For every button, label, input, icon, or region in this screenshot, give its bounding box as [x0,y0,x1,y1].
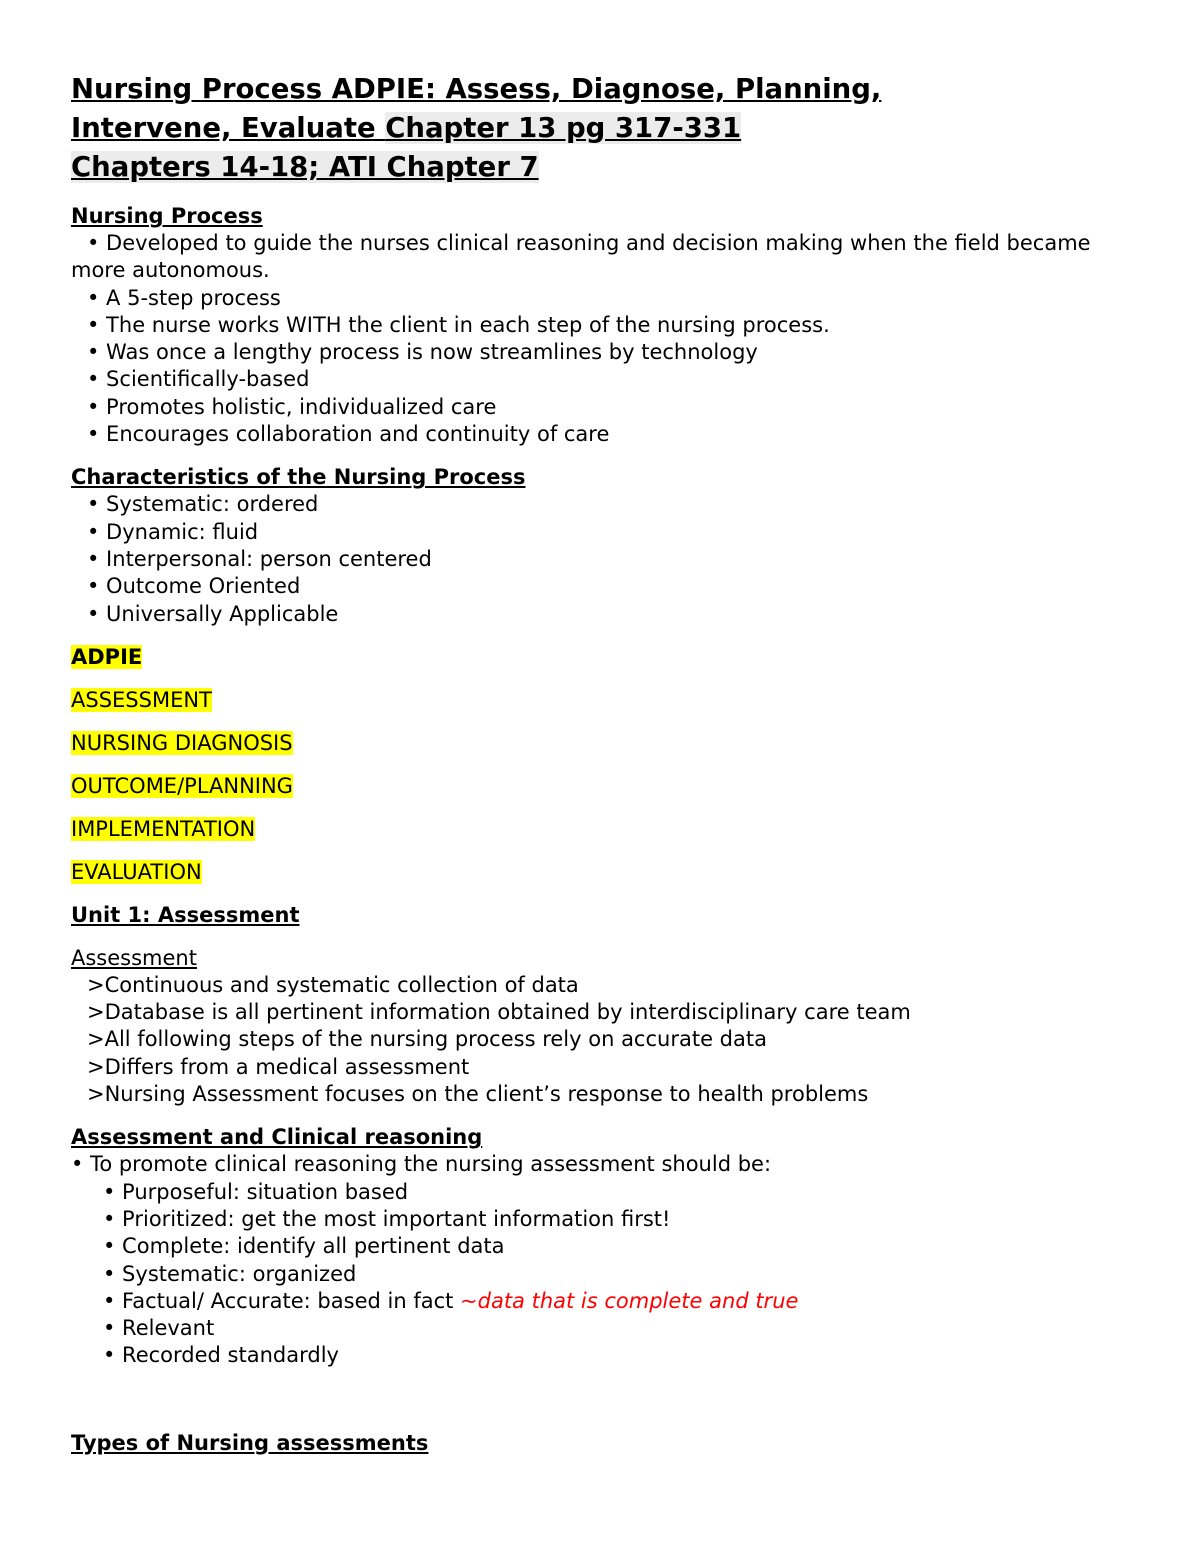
list-item: >All following steps of the nursing process rely on accurate data [87,1027,767,1052]
list-item: • Purposeful: situation based [103,1179,409,1204]
adpie-item-diagnosis: NURSING DIAGNOSIS [71,730,293,755]
list-item: • A 5-step process [87,285,281,310]
list-item: • Relevant [103,1316,215,1341]
adpie-item-assessment: ASSESSMENT [71,687,212,712]
list-item: >Continuous and systematic collection of data [87,972,579,997]
list-item: • The nurse works WITH the client in each step of the nursing process. [87,312,830,337]
title-line-2b: Chapter 13 pg 317-331 [385,112,742,144]
list-item: • Universally Applicable [87,601,339,626]
document-page [71,70,1131,1457]
list-item: • Encourages collaboration and continuity of care [87,422,610,447]
section-heading-characteristics: Characteristics of the Nursing Process [71,465,526,490]
subheading-assessment: Assessment [71,945,197,970]
list-item: • Systematic: ordered [87,492,319,517]
title-line-3: Chapters 14-18; ATI Chapter 7 [71,151,539,183]
list-item: • Was once a lengthy process is now streamlines by technology [87,340,758,365]
list-item: >Database is all pertinent information obtained by interdisciplinary care team [87,1000,911,1025]
section-heading-unit-1: Unit 1: Assessment [71,902,300,927]
list-item: • Recorded standardly [103,1343,339,1368]
list-item: • Developed to guide the nurses clinical reasoning and decision making when the field became more autonomous. [71,231,1091,283]
list-item: >Differs from a medical assessment [87,1054,470,1079]
adpie-heading: ADPIE [71,644,143,669]
factual-label: • Factual/ Accurate: based in fact [103,1288,461,1313]
factual-note: ~data that is complete and true [460,1288,799,1313]
title-line-2a: Intervene, Evaluate [71,112,386,144]
list-item: • Complete: identify all pertinent data [103,1234,505,1259]
adpie-item-implementation: IMPLEMENTATION [71,816,256,841]
title-line-1: Nursing Process ADPIE: Assess, Diagnose, Planning, [71,73,882,105]
list-item: • Systematic: organized [103,1261,357,1286]
list-item: • Dynamic: fluid [87,519,259,544]
list-item: • Prioritized: get the most important information first! [103,1206,671,1231]
list-item-intro: • To promote clinical reasoning the nursing assessment should be: [71,1152,772,1177]
list-item: >Nursing Assessment focuses on the client’s response to health problems [87,1082,869,1107]
document-title [71,70,1131,187]
list-item: • Outcome Oriented [87,574,301,599]
adpie-item-planning: OUTCOME/PLANNING [71,773,293,798]
section-heading-nursing-process: Nursing Process [71,204,263,228]
list-item: • Promotes holistic, individualized care [87,394,497,419]
section-heading-clinical-reasoning: Assessment and Clinical reasoning [71,1125,483,1150]
list-item: • Scientifically-based [87,367,310,392]
adpie-item-evaluation: EVALUATION [71,859,202,884]
list-item: • Interpersonal: person centered [87,546,432,571]
list-item [71,1288,1131,1315]
section-heading-types: Types of Nursing assessments [71,1430,429,1455]
